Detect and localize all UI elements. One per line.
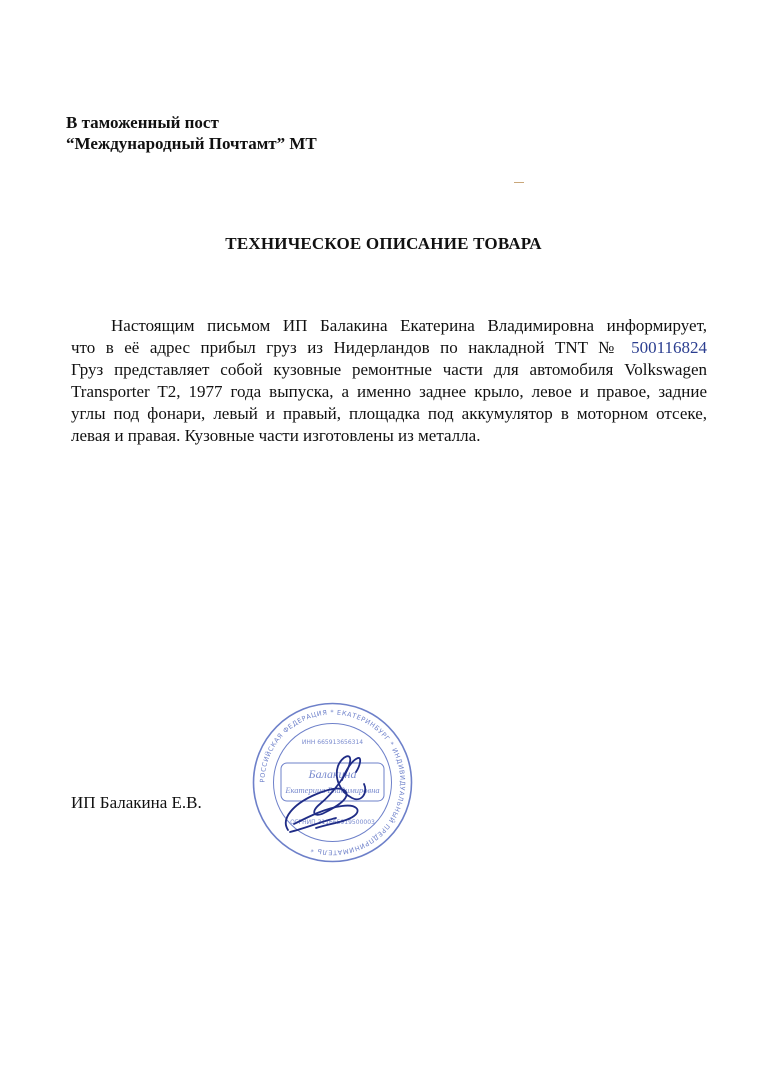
letter-body	[71, 315, 707, 447]
addressee-line-1: В таможенный пост	[66, 113, 219, 132]
body-line-2	[71, 337, 707, 359]
waybill-number: 500116824	[631, 338, 707, 357]
body-line-4: Transporter T2, 1977 года выпуска, а именно заднее крыло, левое и правое, задние	[71, 382, 707, 401]
addressee-block	[66, 112, 317, 154]
body-line-2-text: что в её адрес прибыл груз из Нидерландов по накладной TNT №	[71, 338, 621, 357]
stamp-ogrnip: ОГРНИП 311665919500003	[290, 819, 375, 826]
body-line-3: Груз представляет собой кузовные ремонтные части для автомобиля Volkswagen	[71, 360, 707, 379]
stamp-name-line-2: Екатерина Владимировна	[285, 785, 380, 795]
stamp-inn: ИНН 665913656314	[301, 739, 364, 746]
body-line-5: углы под фонари, левый и правый, площадка под аккумулятор в моторном отсеке,	[71, 404, 707, 423]
scan-mark	[514, 182, 524, 183]
signatory-name: ИП Балакина Е.В.	[71, 793, 202, 812]
addressee-line-2: “Международный Почтамт” МТ	[66, 134, 317, 153]
company-stamp	[250, 700, 415, 865]
body-line-6: левая и правая. Кузовные части изготовлены из металла.	[71, 426, 481, 445]
stamp-ring-text: РОССИЙСКАЯ ФЕДЕРАЦИЯ * ЕКАТЕРИНБУРГ * ИНДИВИДУАЛЬНЫЙ ПРЕДПРИНИМАТЕЛЬ *	[258, 708, 407, 857]
stamp-name-line-1: Балакина	[308, 767, 357, 781]
document-title: ТЕХНИЧЕСКОЕ ОПИСАНИЕ ТОВАРА	[225, 234, 542, 253]
body-line-1: Настоящим письмом ИП Балакина Екатерина Владимировна информирует,	[111, 316, 707, 335]
